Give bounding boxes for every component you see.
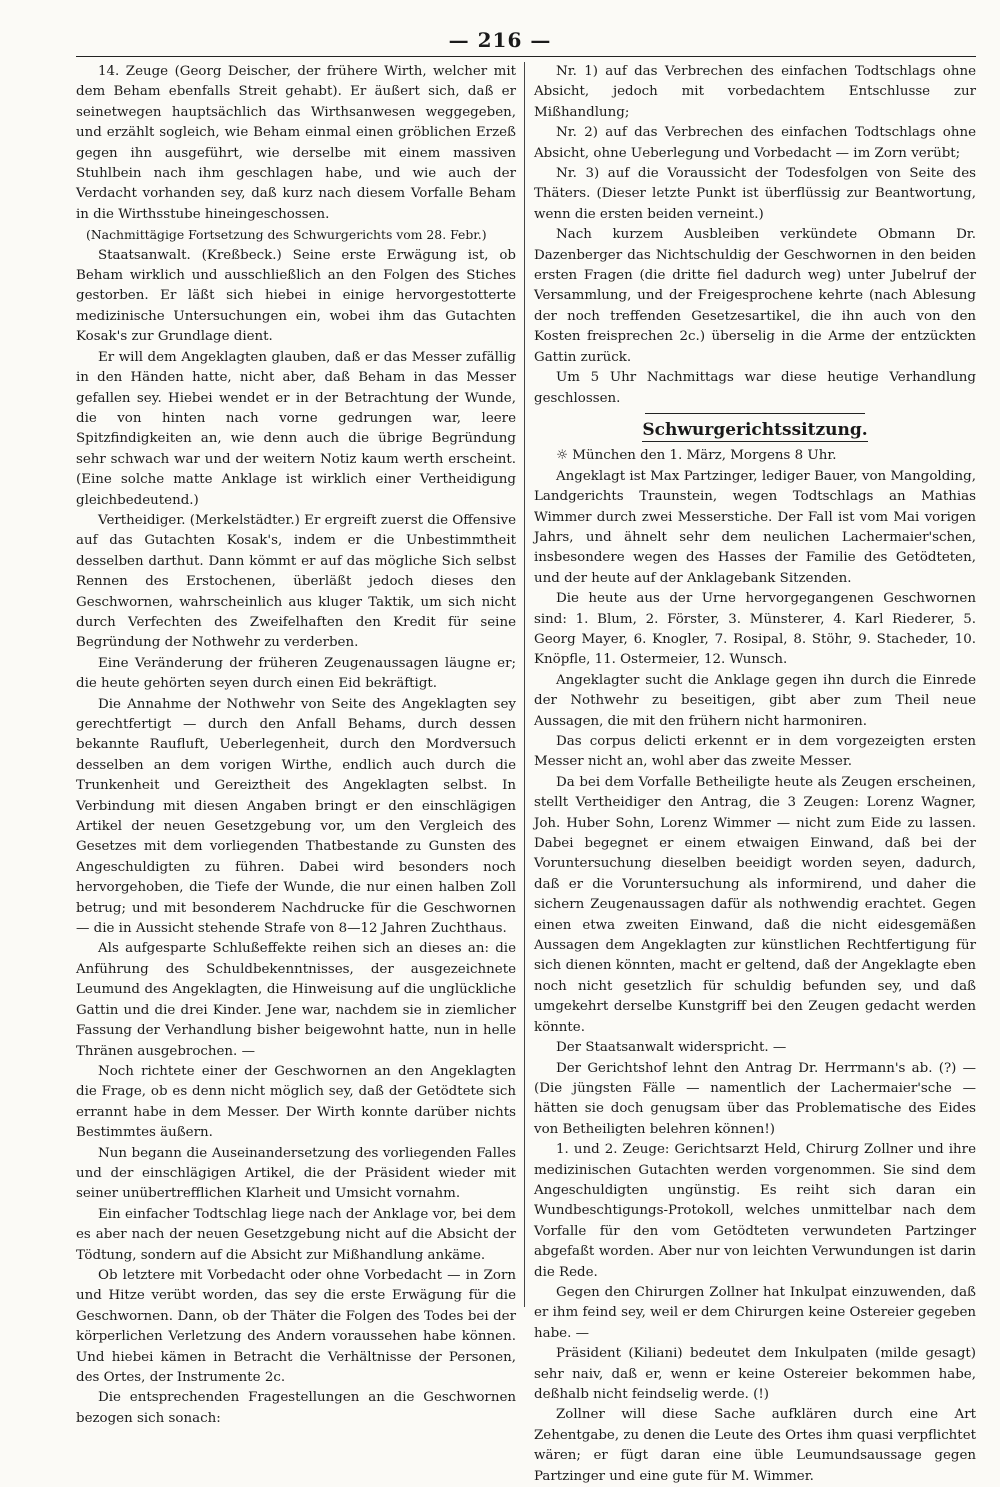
paragraph: Vertheidiger. (Merkelstädter.) Er ergreift zuerst die Offensive auf das Gutachten Kosak's, indem er die Unbestimmtheit desselben darthut. Dann kömmt er auf das mögliche Sich selbst Rennen des Erstochenen, überläßt jedoch dieses den Geschwornen, wahrscheinlich aus kluger Taktik, um sich nicht durch Verfechten des Zweifelhaften den Kredit für seine Begründung der Nothwehr zu verderben. [76,512,516,651]
paragraph: Der Staatsanwalt widerspricht. — [556,1040,787,1056]
page-number: — 216 — [448,28,552,52]
paragraph: Präsident (Kiliani) bedeutet dem Inkulpaten (milde gesagt) sehr naiv, daß er, wenn er keine Ostereier bekommen habe, deßhalb nicht feindselig werde. (!) [534,1346,976,1402]
paragraph: Er will dem Angeklagten glauben, daß er das Messer zufällig in den Händen hatte, nicht aber, daß Beham in das Messer gefallen sey. Hiebei wendet er in der Betrachtung der Wunde, die von hinten nach vorne gedrungen war, leere Spitzfindigkeiten an, wie denn auch die übrige Begründung sehr schwach war und der weitern Notiz kaum werth erscheint. (Eine solche matte Anklage ist wirklich einer Vertheidigung gleichbedeutend.) [76,349,516,508]
paragraph: Eine Veränderung der früheren Zeugenaussagen läugne er; die heute gehörten seyen durch einen Eid bekräftigt. [76,655,516,692]
paragraph: Noch richtete einer der Geschwornen an den Angeklagten die Frage, ob es denn nicht möglich sey, daß der Getödtete sich errannt habe in dem Messer. Der Wirth konnte darüber nichts Bestimmtes äußern. [76,1063,516,1141]
paragraph: Nr. 2) auf das Verbrechen des einfachen Todtschlags ohne Absicht, ohne Ueberlegung und Vorbedacht — im Zorn verübt; [534,125,976,161]
paragraph: Zollner will diese Sache aufklären durch eine Art Zehentgabe, zu denen die Leute des Ortes ihm quasi verpflichtet wären; er fügt daran eine üble Leumundsaussage gegen Partzinger und eine gute für M. Wimmer. [534,1407,976,1484]
header-rule [76,56,976,57]
paragraph: 1. und 2. Zeuge: Gerichtsarzt Held, Chirurg Zollner und ihre medizinischen Gutachten werden vorgenommen. Sie sind dem Angeschuldigten ungünstig. Es reiht sich daran ein Wundbeschtigungs-Protokoll, welches unmittelbar nach dem Vorfalle für den vom Getödteten verwundeten Partzinger abgefaßt worden. Aber nur von leichten Verwundungen ist darin die Rede. [534,1142,976,1280]
paragraph: Gegen den Chirurgen Zollner hat Inkulpat einzuwenden, daß er ihm feind sey, weil er dem Chirurgen keine Ostereier gegeben habe. — [534,1284,976,1341]
left-column [76,62,516,1426]
paragraph: Der Gerichtshof lehnt den Antrag Dr. Herrmann's ab. (?) — (Die jüngsten Fälle — namentlich der Lachermaier'sche — hätten sie doch genugsam über das Problematische des Eides von Betheiligten belehren können!) [534,1060,976,1137]
paragraph: Staatsanwalt. (Kreßbeck.) Seine erste Erwägung ist, ob Beham wirklich und ausschließlich an den Folgen des Stiches gestorben. Er läßt sich hiebei in einige hervorgestotterte medizinische Untersuchungen ein, wobei ihm das Gutachten Kosak's zur Grundlage dient. [76,247,516,345]
paragraph: Nun begann die Auseinandersetzung des vorliegenden Falles und der einschlägigen Artikel, die der Präsident wieder mit seiner unübertrefflichen Klarheit und Umsicht vornahm. [76,1145,516,1202]
column-divider [524,62,525,1307]
paragraph: Angeklagt ist Max Partzinger, lediger Bauer, von Mangolding, Landgerichts Traunstein, wegen Todtschlags an Mathias Wimmer durch zwei Messerstiche. Der Fall ist vom Mai vorigen Jahrs, und ähnelt sehr dem neulichen Lachermaier'schen, insbesondere wegen des Hasses der Familie des Getödteten, und der heute auf der Anklagebank Sitzenden. [534,468,976,586]
paragraph: Das corpus delicti erkennt er in dem vorgezeigten ersten Messer nicht an, wohl aber das zweite Messer. [534,734,976,770]
section-title-text: Schwurgerichtssitzung. [642,419,868,440]
paragraph: Da bei dem Vorfalle Betheiligte heute als Zeugen erscheinen, stellt Vertheidiger den Antrag, die 3 Zeugen: Lorenz Wagner, Joh. Huber Sohn, Lorenz Wimmer — nicht zum Eide zu lassen. Dabei begegnet er einem etwaigen Einwand, daß bei der Voruntersuchung dieselben beeidigt worden seyen, dadurch, daß er die Voruntersuchung als informirend, und daher die sichern Zeugenaussagen dafür als nothwendig erachtet. Gegen einen etwa zweiten Einwand, daß die nicht eidesgemäßen Aussagen dem Angeklagten zur künstlichen Rechtfertigung für sich dienen könnten, macht er geltend, daß der Angeklagte eben noch nicht gesetzlich für schuldig befunden sey, und daß umgekehrt derselbe Kunstgriff bei den Zeugen gedacht werden könnte. [534,774,976,1035]
paragraph: 14. Zeuge (Georg Deischer, der frühere Wirth, welcher mit dem Beham ebenfalls Streit gehabt). Er äußert sich, daß er seinetwegen hauptsächlich das Wirthsanwesen weggegeben, und erzählt sogleich, wie Beham einmal einen gröblichen Erzeß gegen ihn ausgeführt, wie derselbe mit einem massiven Stuhlbein nach ihm geschlagen habe, und wie auch der Verdacht vorhanden sey, daß kurz nach diesem Vorfalle Beham in die Wirthsstube hineingeschossen. [76,64,516,222]
paragraph: Nr. 3) auf die Voraussicht der Todesfolgen von Seite des Thäters. (Dieser letzte Punkt ist überflüssig zur Beantwortung, wenn die ersten beiden verneint.) [534,166,976,222]
paragraph: Angeklagter sucht die Anklage gegen ihn durch die Einrede der Nothwehr zu beseitigen, gibt aber zum Theil neue Aussagen, die mit den frühern nicht harmoniren. [534,672,976,729]
paragraph: Die Annahme der Nothwehr von Seite des Angeklagten sey gerechtfertigt — durch den Anfall Behams, durch dessen bekannte Raufluft, Ueberlegenheit, durch den Mordversuch desselben an dem vorigen Wirthe, endlich auch durch die Trunkenheit und Gereiztheit des Angeklagten selbst. In Verbindung mit diesen Angaben bringt er den einschlägigen Artikel der neuen Gesetzgebung vor, um den Vergleich des Gesetzes mit dem vorliegenden Thatbestande zu Gunsten des Angeschuldigten zu führen. Dabei wird besonders noch hervorgehoben, die Tiefe der Wunde, die nur einen halben Zoll betrug; und mit besonderem Nachdrucke für die Geschwornen — die in Aussicht stehende Strafe von 8—12 Jahren Zuchthaus. [76,696,516,937]
paragraph: Ob letztere mit Vorbedacht oder ohne Vorbedacht — in Zorn und Hitze verübt worden, das sey die erste Erwägung für die Geschwornen. Dann, ob der Thäter die Folgen des Todes bei der körperlichen Verletzung des Andern voraussehen habe können. Und hiebei kämen in Betracht die Verhältnisse der Personen, des Ortes, der Instrumente 2c. [76,1267,516,1385]
section-title [534,420,976,442]
paragraph: Die entsprechenden Fragestellungen an die Geschwornen bezogen sich sonach: [76,1390,516,1426]
paragraph: Um 5 Uhr Nachmittags war diese heutige Verhandlung geschlossen. [534,370,976,406]
paragraph: Nach kurzem Ausbleiben verkündete Obmann Dr. Dazenberger das Nichtschuldig der Geschwornen in den beiden ersten Fragen (die dritte fiel dadurch weg) unter Jubelruf der Versammlung, und der Freigesprochene kehrte (nach Ablesung der noch treffenden Gesetzesartikel, die ihn auch von den Kosten freisprechen 2c.) überselig in die Arme der entzückten Gattin zurück. [534,227,976,365]
paragraph: Ein einfacher Todtschlag liege nach der Anklage vor, bei dem es aber nach der neuen Gesetzgebung nicht auf die Absicht der Tödtung, sondern auf die Absicht zur Mißhandlung ankäme. [76,1206,516,1263]
paragraph: Nr. 1) auf das Verbrechen des einfachen Todtschlags ohne Absicht, jedoch mit vorbedachtem Entschlusse zur Mißhandlung; [534,64,976,120]
section-rule [645,413,865,414]
dateline: ☼ München den 1. März, Morgens 8 Uhr. [556,448,837,464]
paragraph: Die heute aus der Urne hervorgegangenen Geschwornen sind: 1. Blum, 2. Förster, 3. Münsterer, 4. Karl Riederer, 5. Georg Mayer, 6. Knogler, 7. Rosipal, 8. Stöhr, 9. Stacheder, 10. Knöpfle, 11. Ostermeier, 12. Wunsch. [534,591,976,668]
right-column [534,62,976,1484]
paragraph: Als aufgesparte Schlußeffekte reihen sich an dieses an: die Anführung des Schuldbekenntnisses, der ausgezeichnete Leumund des Angeklagten, die Hinweisung auf die unglückliche Gattin und die drei Kinder. Jene war, nachdem sie in ziemlicher Fassung der Verhandlung bisher beigewohnt hatte, nun in helle Thränen ausgebrochen. — [76,941,516,1059]
paragraph-note: (Nachmittägige Fortsetzung des Schwurgerichts vom 28. Febr.) [86,227,487,243]
